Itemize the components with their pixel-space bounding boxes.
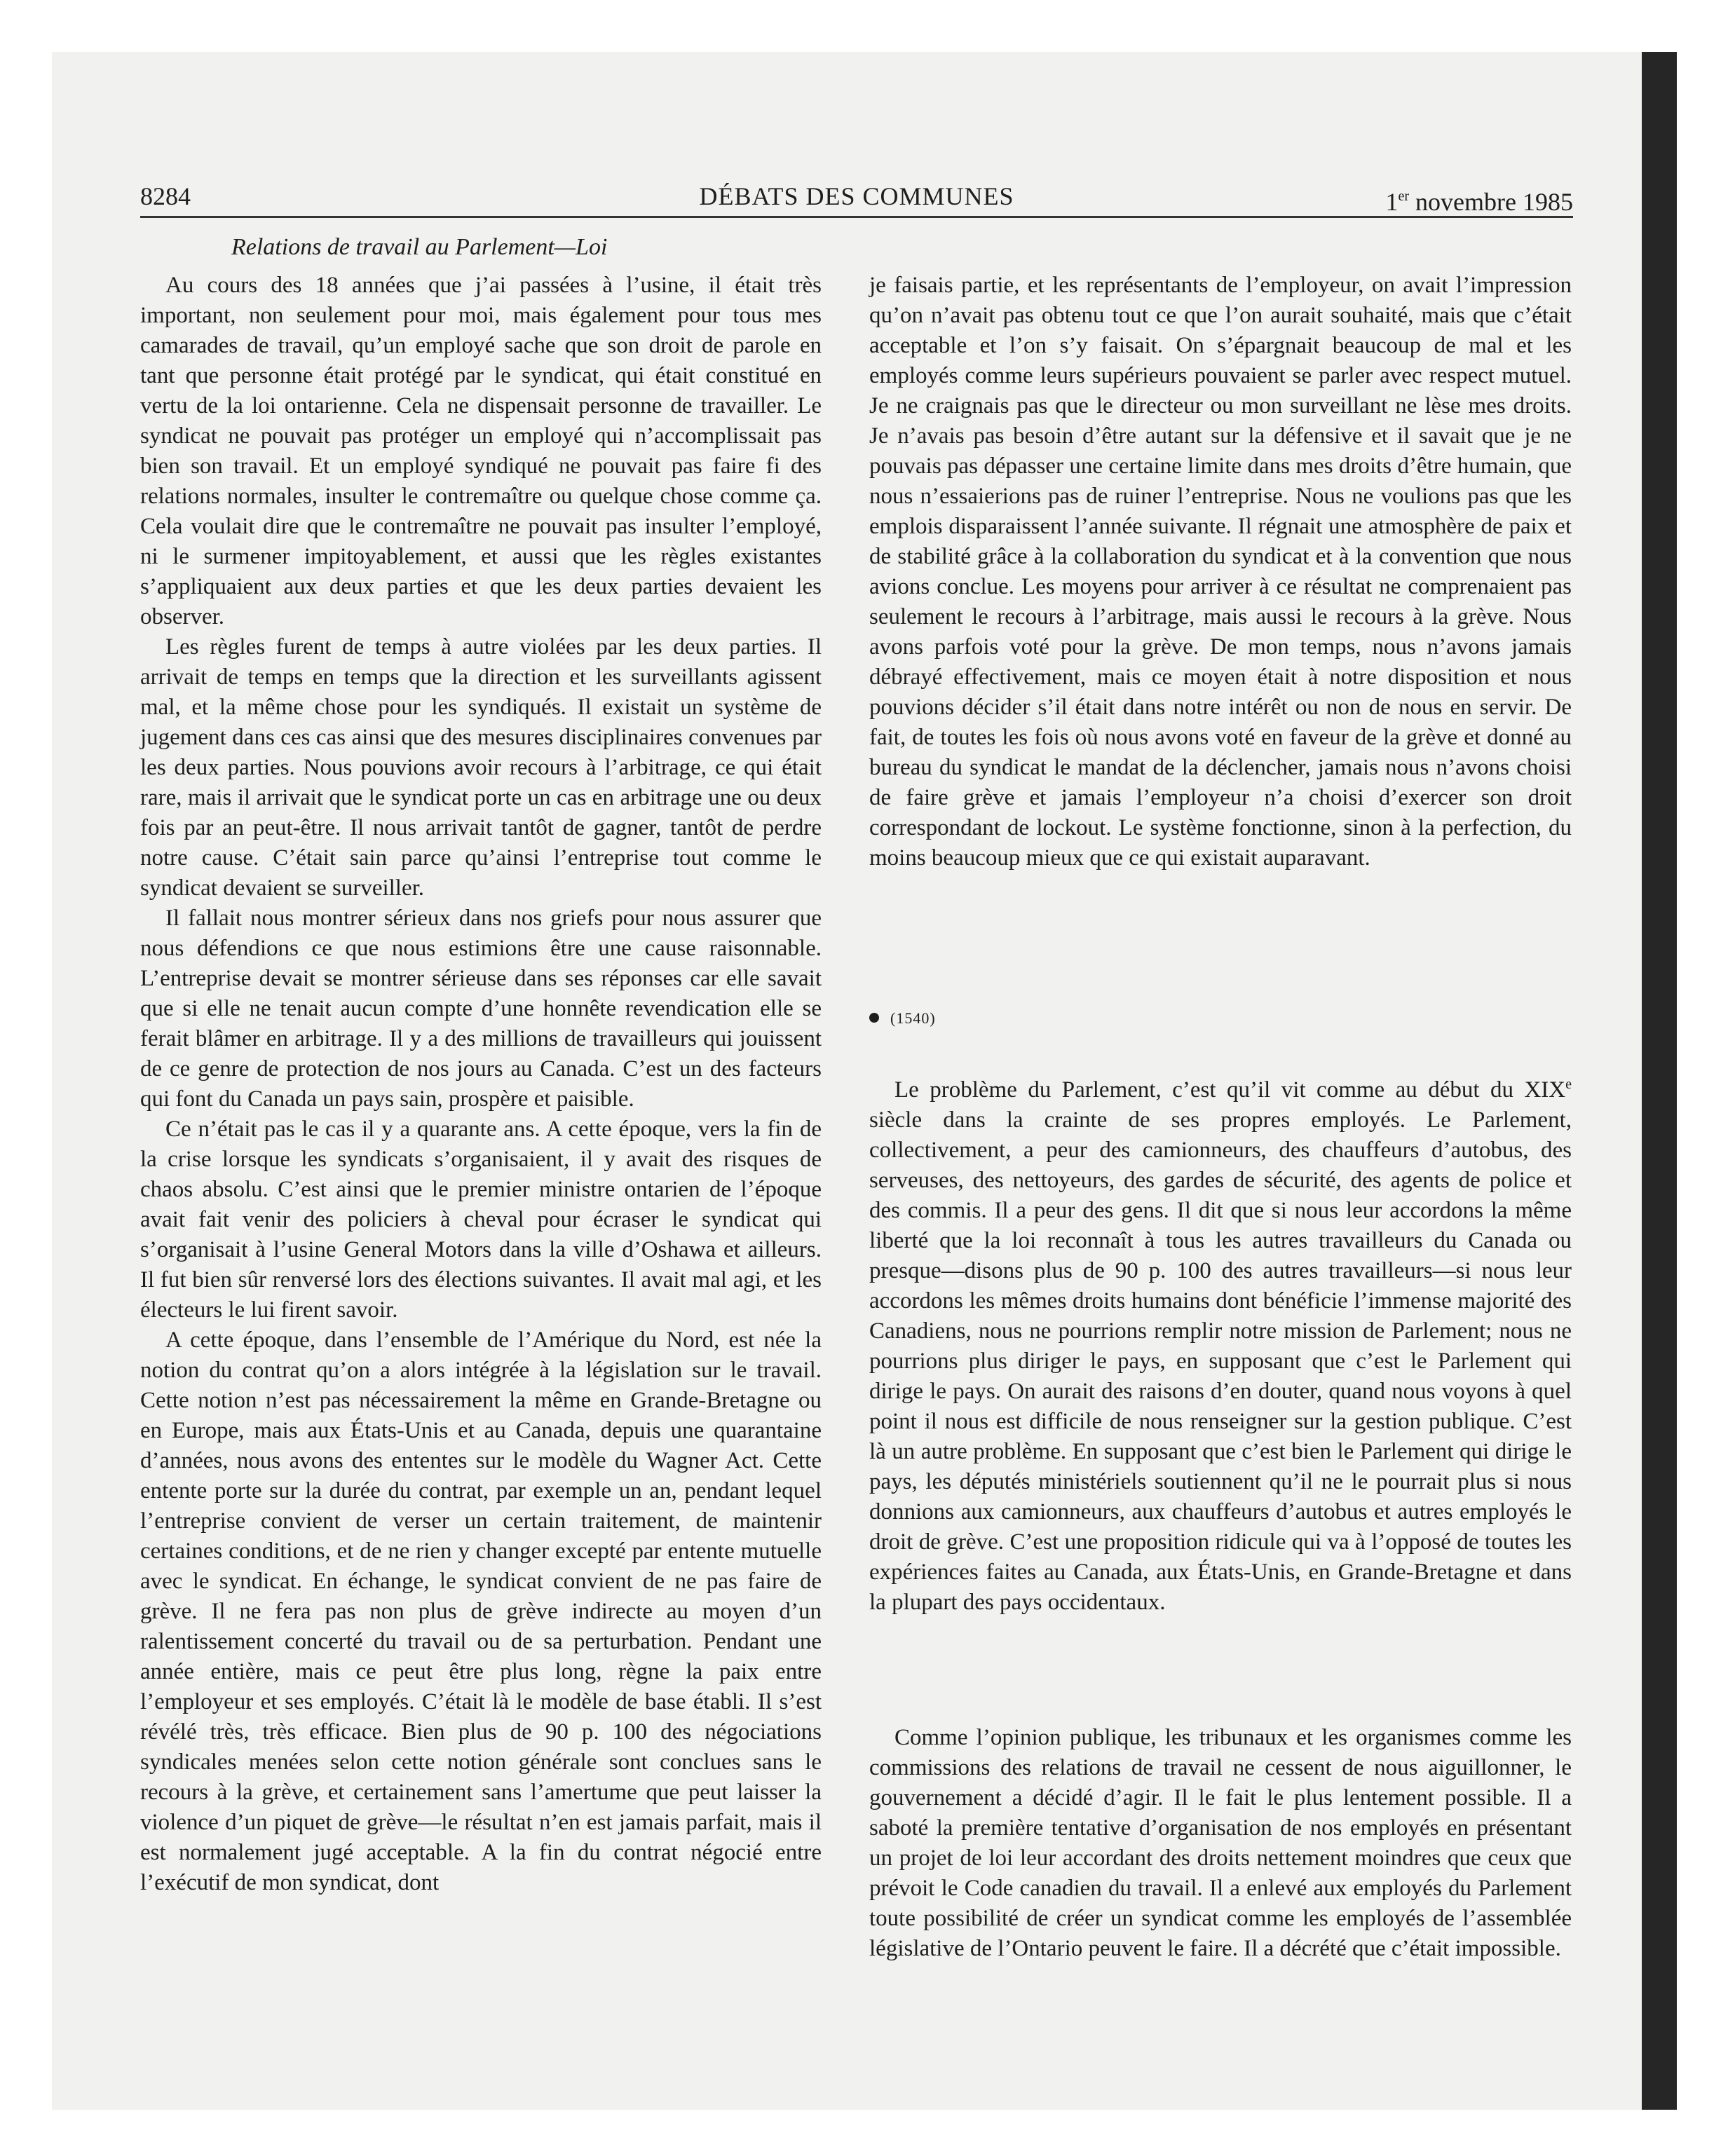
paragraph-start: Le problème du Parlement, c’est qu’il vit comme au début du XIX — [894, 1077, 1566, 1103]
paragraph: Au cours des 18 années que j’ai passées à l’usine, il était très important, non seulement pour moi, mais également pour tous mes camarades de travail, qu’un employé sache que son droit de parole en tant que personne était protégé par le syndicat, qui était constitué en vertu de la loi ontarienne. Cela ne dispensait personne de travailler. Le syndicat ne pouvait pas protéger un employé qui n’accomplissait pas bien son travail. Et un employé syndiqué ne pouvait pas faire fi des relations normales, insulter le contremaître ou quelque chose comme ça. Cela voulait dire que le contremaître ne pouvait pas insulter l’employé, ni le surmener impitoyablement, et aussi que les règles existantes s’appliquaient aux deux parties et que les deux parties devaient les observer. — [140, 273, 822, 629]
time-marker — [869, 1008, 936, 1029]
page-number: 8284 — [140, 182, 191, 210]
left-column — [140, 271, 822, 1898]
paragraph: A cette époque, dans l’ensemble de l’Amérique du Nord, est née la notion du contrat qu’on a alors intégrée à la législation sur le travail. Cette notion n’est pas nécessairement la même en Grande-Bretagne ou en Europe, mais aux États-Unis et au Canada, depuis une quarantaine d’années, nous avons des ententes sur le modèle du Wagner Act. Cette entente porte sur la durée du contrat, par exemple un an, pendant lequel l’entreprise convient de verser un certain traitement, de maintenir certaines conditions, et de ne rien y changer excepté par entente mutuelle avec le syndicat. En échange, le syndicat convient de ne pas faire de grève. Il ne fera pas non plus de grève indirecte au moyen d’un ralentissement concerté du travail ou de sa perturbation. Pendant une année entière, mais ce peut être plus long, règne la paix entre l’employeur et ses employés. C’était là le modèle de base établi. Il s’est révélé très, très efficace. Bien plus de 90 p. 100 des négociations syndicales menées selon cette notion générale sont conclues sans le recours à la grève, et certainement sans l’amertume que peut laisser la violence d’un piquet de grève—le résultat n’en est jamais parfait, mais il est normalement jugé acceptable. A la fin du contrat négocié entre l’exécutif de mon syndicat, dont — [140, 1328, 822, 1895]
paragraph-continued: je faisais partie, et les représentants de l’employeur, on avait l’impression qu’on n’avait pas obtenu tout ce que l’on aurait souhaité, mais que c’était acceptable et l’on s’y faisait. On s’épargnait beaucoup de mal et les employés comme leurs supérieurs pouvaient se parler avec respect mutuel. Je ne craignais pas que le directeur ou mon surveillant ne lèse mes droits. Je n’avais pas besoin d’être autant sur la défensive et il savait que je ne pouvais pas dépasser une certaine limite dans mes droits d’être humain, que nous n’essaierions pas de ruiner l’entreprise. Nous ne voulions pas que les emplois disparaissent l’année suivante. Il régnait une atmosphère de paix et de stabilité grâce à la collaboration du syndicat et à la convention que nous avions conclue. Les moyens pour arriver à ce résultat ne comprenaient pas seulement le recours à l’arbitrage, mais aussi le recours à la grève. Nous avons parfois voté pour la grève. De mon temps, nous n’avons jamais débrayé effectivement, mais ce moyen était à notre disposition et nous pouvions décider s’il était dans notre intérêt ou non de nous en servir. De fait, de toutes les fois où nous avons voté en faveur de la grève et donné au bureau du syndicat le mandat de la déclencher, jamais nous n’avons choisi de faire grève et jamais l’employeur n’a choisi d’exercer son droit correspondant de lockout. Le système fonctionne, sinon à la perfection, du moins beaucoup mieux que ce qui existait auparavant. — [869, 273, 1572, 871]
bullet-icon — [869, 1013, 879, 1023]
date-ordinal: er — [1398, 189, 1410, 204]
right-column-bottom — [869, 1723, 1572, 1964]
scan-edge-shadow — [1642, 52, 1677, 2110]
paragraph: Il fallait nous montrer sérieux dans nos griefs pour nous assurer que nous défendions ce que nous estimions être une cause raisonnable. L’entreprise devait se montrer sérieuse dans ses réponses car elle savait que si elle ne tenait aucun compte d’une honnête revendication elle se ferait blâmer en arbitrage. Il y a des millions de travailleurs qui jouissent de ce genre de protection de nos jours au Canada. C’est un des facteurs qui font du Canada un pays sain, prospère et paisible. — [140, 906, 822, 1112]
paragraph: Les règles furent de temps à autre violées par les deux parties. Il arrivait de temps en temps que la direction et les surveillants agissent mal, et la même chose pour les syndiqués. Il existait un système de jugement dans ces cas ainsi que des mesures disciplinaires convenues par les deux parties. Nous pouvions avoir recours à l’arbitrage, ce qui était rare, mais il arrivait que le syndicat porte un cas en arbitrage une ou deux fois par an peut-être. Il nous arrivait tantôt de gagner, tantôt de perdre notre cause. C’était sain parce qu’ainsi l’entreprise tout comme le syndicat devaient se surveiller. — [140, 634, 822, 901]
paragraph: Ce n’était pas le cas il y a quarante ans. A cette époque, vers la fin de la crise lorsque les syndicats s’organisaient, il y avait des risques de chaos absolu. C’est ainsi que le premier ministre ontarien de l’époque avait fait venir des policiers à cheval pour écraser le syndicat qui s’organisait à l’usine General Motors dans la ville d’Oshawa et ailleurs. Il fut bien sûr renversé lors des élections suivantes. Il avait mal agi, et les électeurs le lui firent savoir. — [140, 1117, 822, 1323]
century-superscript: e — [1565, 1077, 1572, 1092]
right-column-top — [869, 271, 1572, 873]
time-stamp: (1540) — [890, 1009, 936, 1027]
date-day: 1 — [1385, 188, 1399, 216]
session-date — [1386, 179, 1574, 219]
page-header — [140, 179, 1573, 218]
date-month-year: novembre 1985 — [1409, 188, 1573, 216]
running-title: Relations de travail au Parlement—Loi — [231, 234, 608, 260]
right-column-middle — [869, 1070, 1572, 1618]
journal-title: DÉBATS DES COMMUNES — [699, 182, 1014, 210]
paragraph — [869, 1070, 1572, 1618]
paragraph-rest: siècle dans la crainte de ses propres employés. Le Parlement, collectivement, a peur des camionneurs, des chauffeurs d’autobus, des serveuses, des nettoyeurs, des gardes de sécurité, des agents de police et des commis. Il a peur des gens. Il dit que si nous leur accordons la même liberté que la loi reconnaît à tous les autres travailleurs du Canada ou presque—disons plus de 90 p. 100 des autres travailleurs—si nous leur accordons les mêmes droits humains dont bénéficie l’immense majorité des Canadiens, nous ne pourrions remplir notre mission de Parlement; nous ne pourrions plus diriger le pays, en supposant que c’est le Parlement qui dirige le pays. On aurait des raisons d’en douter, quand nous voyons à quel point il nous est difficile de nous renseigner sur la gestion publique. C’est là un autre problème. En supposant que c’est bien le Parlement qui dirige le pays, les députés ministériels soutiennent qu’il ne le pourrait plus si nous donnions aux camionneurs, aux chauffeurs d’autobus et autres employés le droit de grève. C’est une proposition ridicule qui va à l’opposé de toutes les expériences faites au Canada, aux États-Unis, en Grande-Bretagne et dans la plupart des pays occidentaux. — [869, 1107, 1572, 1615]
paragraph: Comme l’opinion publique, les tribunaux et les organismes comme les commissions des relations de travail ne cessent de nous aiguillonner, le gouvernement a décidé d’agir. Il le fait le plus lentement possible. Il a saboté la première tentative d’organisation de nos employés en présentant un projet de loi leur accordant des droits nettement moindres que ceux que prévoit le Code canadien du travail. Il a enlevé aux employés du Parlement toute possibilité de créer un syndicat comme les employés de l’assemblée législative de l’Ontario peuvent le faire. Il a décrété que c’était impossible. — [869, 1725, 1572, 1961]
